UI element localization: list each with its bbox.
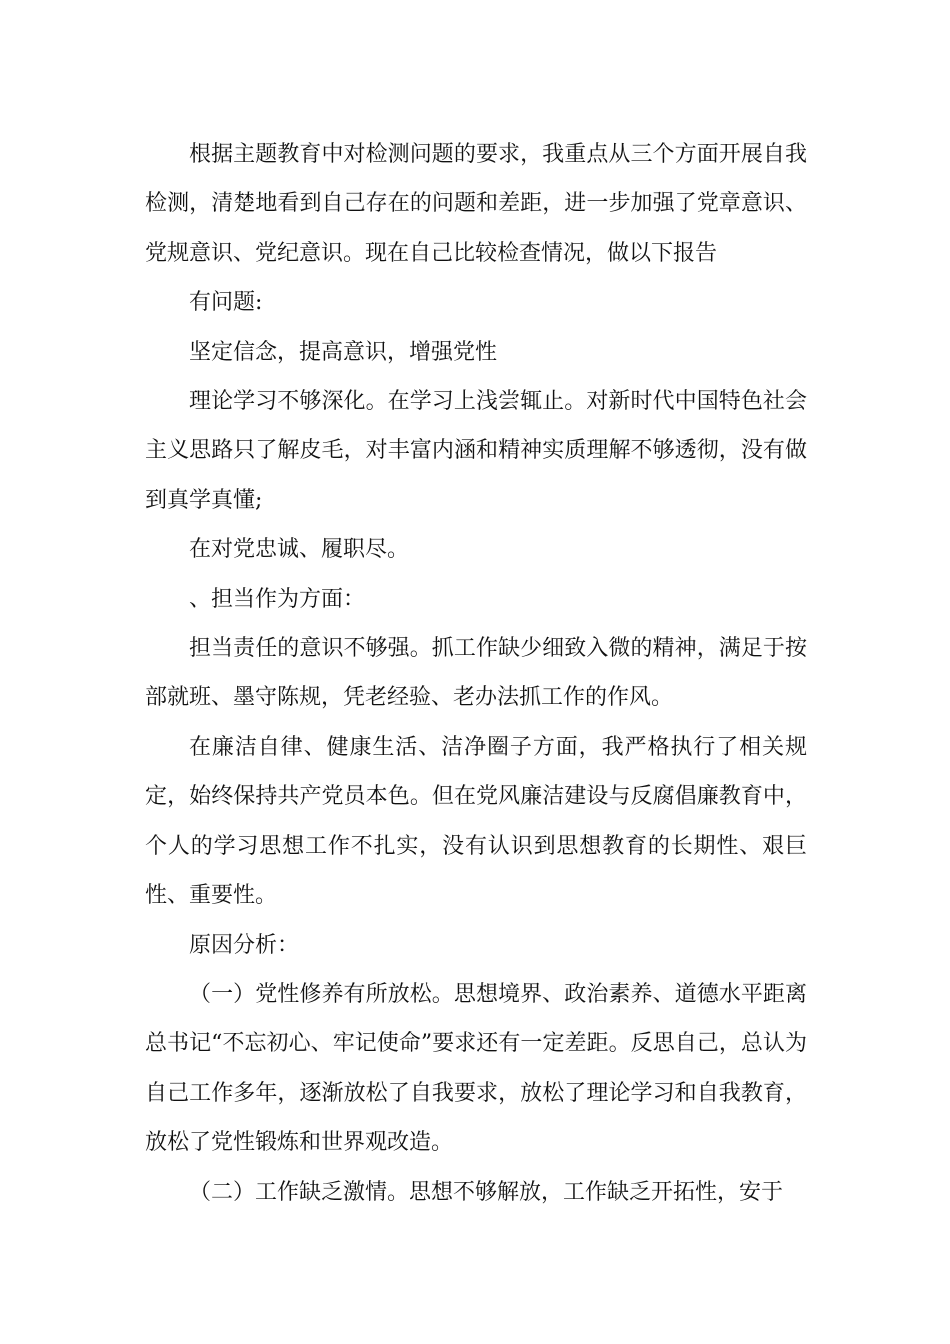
paragraph-problems-heading: 有问题: (189, 290, 263, 316)
paragraph-theory-study: 理论学习不够深化。在学习上浅尝辄止。对新时代中国特色社会主义思路只了解皮毛，对丰富内涵和精神实质理解不够透彻，没有做到真学真懂; (145, 389, 807, 513)
document-body (145, 130, 807, 1217)
paragraph-cause-one: （一）党性修养有所放松。思想境界、政治素养、道德水平距离总书记“不忘初心、牢记使命”要求还有一定差距。反思自己，总认为自己工作多年，逐渐放松了自我要求，放松了理论学习和自我教育，放松了党性锻炼和世界观改造。 (145, 981, 807, 1156)
paragraph-integrity: 在廉洁自律、健康生活、洁净圈子方面，我严格执行了相关规定，始终保持共产党员本色。但在党风廉洁建设与反腐倡廉教育中，个人的学习思想工作不扎实，没有认识到思想教育的长期性、艰巨性、重要性。 (145, 734, 807, 909)
paragraph-responsibility: 担当责任的意识不够强。抓工作缺少细致入微的精神，满足于按部就班、墨守陈规，凭老经验、老办法抓工作的作风。 (145, 636, 807, 711)
paragraph-loyalty: 在对党忠诚、履职尽。 (189, 537, 410, 563)
paragraph-belief-heading: 坚定信念，提高意识，增强党性 (189, 339, 498, 365)
paragraph-responsibility-heading: 、担当作为方面： (189, 586, 366, 612)
paragraph-cause-heading: 原因分析： (189, 932, 300, 958)
paragraph-cause-two: （二）工作缺乏激情。思想不够解放，工作缺乏开拓性，安于 (189, 1179, 784, 1205)
paragraph-intro: 根据主题教育中对检测问题的要求，我重点从三个方面开展自我检测，清楚地看到自己存在的问题和差距，进一步加强了党章意识、党规意识、党纪意识。现在自己比较检查情况，做以下报告 (145, 142, 807, 266)
